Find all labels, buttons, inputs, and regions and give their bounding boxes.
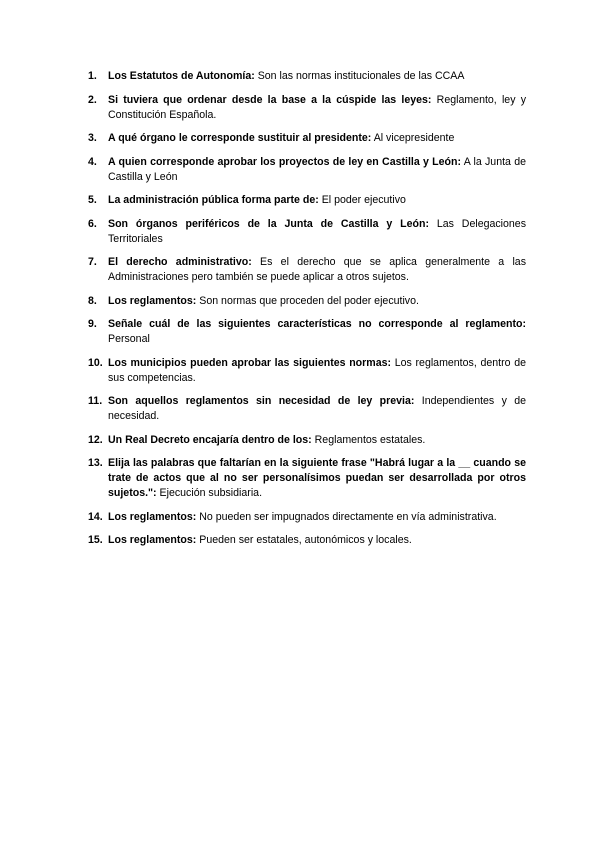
item-answer: Pueden ser estatales, autonómicos y locales. xyxy=(199,534,412,546)
list-item xyxy=(88,510,526,525)
item-number: 14. xyxy=(88,510,103,523)
item-question: Los reglamentos: xyxy=(108,534,197,546)
item-question: Son aquellos reglamentos sin necesidad de ley previa: xyxy=(108,395,415,407)
item-question: A quien corresponde aprobar los proyectos de ley en Castilla y León: xyxy=(108,155,462,168)
list-item xyxy=(88,131,526,146)
list-item xyxy=(88,155,526,185)
item-question: Son órganos periféricos de la Junta de Castilla y León: xyxy=(108,217,429,230)
item-question: Los reglamentos: xyxy=(108,294,197,307)
item-answer: Al vicepresidente xyxy=(373,132,455,144)
item-question: Los reglamentos: xyxy=(108,510,197,523)
item-question: Elija las palabras que faltarían en la siguiente frase "Habrá lugar a la __ cuando se trate de actos que al no ser personalísimos puedan ser desarrollada por otros sujetos.": xyxy=(108,457,526,499)
list-item xyxy=(88,533,526,548)
item-number: 13. xyxy=(88,457,103,469)
list-item xyxy=(88,294,526,309)
item-question: Un Real Decreto encajaría dentro de los: xyxy=(108,433,312,446)
item-number: 10. xyxy=(88,356,103,369)
item-answer: Reglamento, ley y Constitución Española. xyxy=(108,93,526,121)
item-answer: A la Junta de Castilla y León xyxy=(108,155,526,183)
item-answer: Independientes y de necesidad. xyxy=(108,395,527,422)
item-number: 3. xyxy=(88,132,97,144)
item-answer: No pueden ser impugnados directamente en vía administrativa. xyxy=(199,510,497,523)
list-item xyxy=(88,456,526,501)
item-question: Si tuviera que ordenar desde la base a la cúspide las leyes: xyxy=(108,93,432,106)
item-question: Señale cuál de las siguientes características no corresponde al reglamento: xyxy=(108,318,526,330)
item-answer: Las Delegaciones Territoriales xyxy=(108,217,526,245)
item-answer: Reglamentos estatales. xyxy=(314,433,426,446)
item-answer: Ejecución subsidiaria. xyxy=(159,487,263,499)
item-number: 1. xyxy=(88,70,97,82)
item-number: 2. xyxy=(88,93,97,106)
list-item xyxy=(88,193,526,208)
item-number: 11. xyxy=(88,395,103,407)
item-number: 12. xyxy=(88,433,103,446)
item-number: 8. xyxy=(88,294,97,307)
item-number: 15. xyxy=(88,534,103,546)
item-number: 4. xyxy=(88,155,97,168)
list-item xyxy=(88,69,526,84)
list-item xyxy=(88,255,526,285)
list-item xyxy=(88,433,526,448)
list-item xyxy=(88,217,526,247)
item-number: 6. xyxy=(88,217,97,230)
item-answer: Los reglamentos, dentro de sus competencias. xyxy=(108,356,526,384)
question-answer-list xyxy=(88,69,526,557)
item-question: Los municipios pueden aprobar las siguientes normas: xyxy=(108,356,392,369)
item-answer: El poder ejecutivo xyxy=(321,194,406,206)
item-number: 5. xyxy=(88,194,97,206)
item-question: A qué órgano le corresponde sustituir al presidente: xyxy=(108,132,372,144)
item-answer: Personal xyxy=(108,333,150,345)
list-item xyxy=(88,394,526,424)
item-answer: Es el derecho que se aplica generalmente a las Administraciones pero también se puede aplicar a otros sujetos. xyxy=(108,256,526,283)
list-item xyxy=(88,356,526,386)
list-item xyxy=(88,317,526,347)
item-question: Los Estatutos de Autonomía: xyxy=(108,70,255,82)
list-item xyxy=(88,93,526,123)
item-answer: Son las normas institucionales de las CCAA xyxy=(257,70,465,82)
item-question: El derecho administrativo: xyxy=(108,256,252,268)
item-number: 9. xyxy=(88,318,97,330)
item-answer: Son normas que proceden del poder ejecutivo. xyxy=(199,294,419,307)
item-number: 7. xyxy=(88,256,97,268)
item-question: La administración pública forma parte de: xyxy=(108,194,319,206)
